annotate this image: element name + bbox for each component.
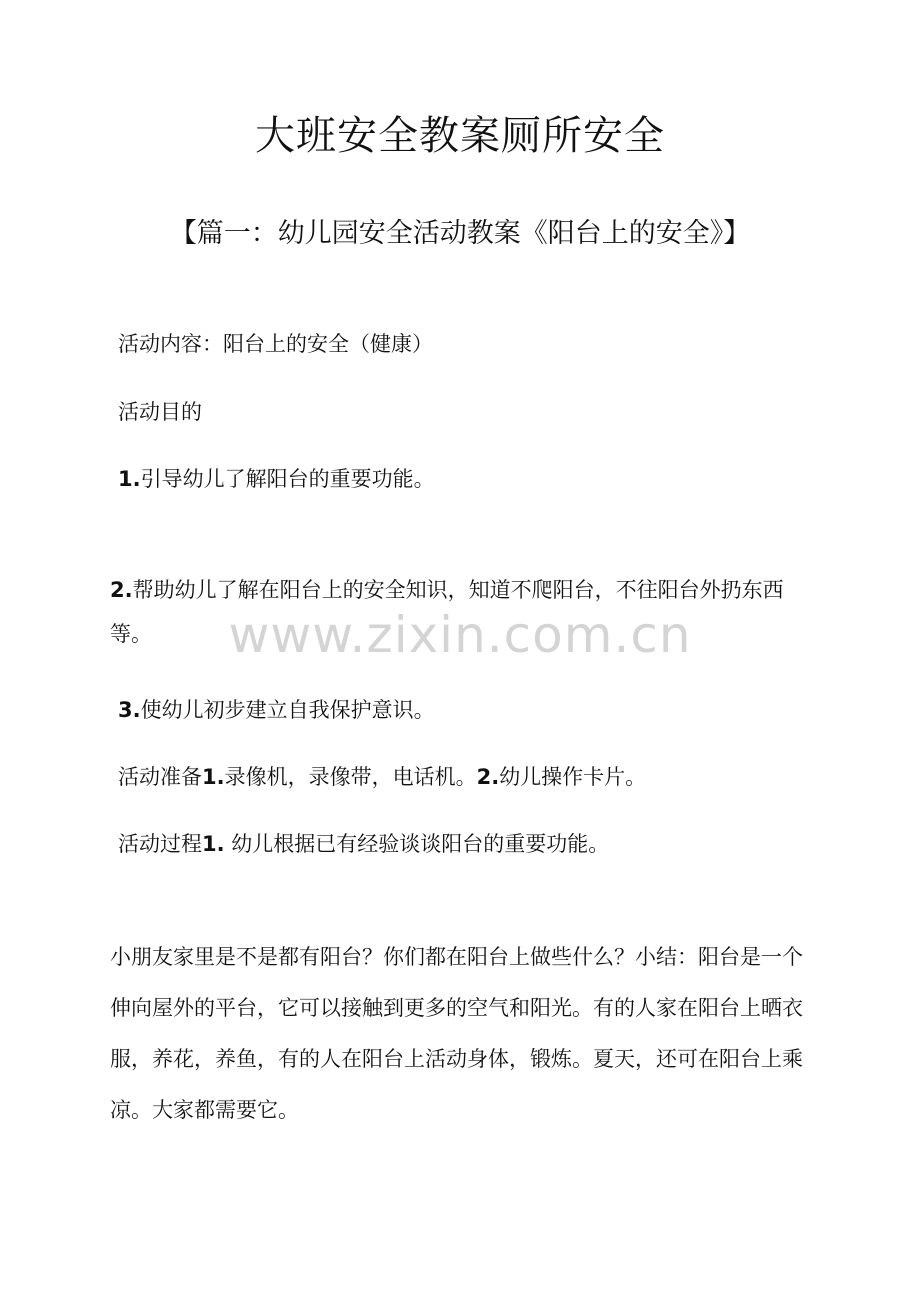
goal-item-1: [118, 463, 435, 495]
goal-2-text: 帮助幼儿了解在阳台上的安全知识，知道不爬阳台，不往阳台外扔东西等。: [110, 578, 784, 646]
activity-preparation-line: [118, 761, 646, 793]
goal-3-text: 使幼儿初步建立自我保护意识。: [140, 698, 435, 722]
document-title: 大班安全教案厕所安全: [255, 113, 665, 159]
goal-1-number: 1.: [118, 467, 141, 491]
preparation-label: 活动准备: [118, 765, 202, 789]
prep-1-number: 1.: [202, 765, 225, 789]
activity-content-line: 活动内容：阳台上的安全（健康）: [118, 332, 433, 356]
activity-goal-heading: 活动目的: [118, 400, 202, 424]
goal-2-number: 2.: [110, 578, 133, 602]
prep-1-text: 录像机，录像带，电话机。: [224, 765, 477, 789]
watermark: www.zixin.com.cn: [228, 606, 692, 664]
goal-item-3: [118, 694, 435, 726]
process-1-number: 1.: [202, 832, 225, 856]
goal-3-number: 3.: [118, 698, 141, 722]
summary-paragraph: 小朋友家里是不是都有阳台？你们都在阳台上做些什么？小结：阳台是一个伸向屋外的平台，它可以接触到更多的空气和阳光。有的人家在阳台上晒衣服，养花，养鱼，有的人在阳台上活动身体，锻炼。夏天，还可在阳台上乘凉。大家都需要它。: [110, 945, 803, 1122]
prep-2-text: 幼儿操作卡片。: [499, 765, 647, 789]
prep-2-number: 2.: [476, 765, 500, 789]
process-label: 活动过程: [118, 832, 202, 856]
document-subtitle: 【篇一：幼儿园安全活动教案《阳台上的安全》】: [169, 218, 751, 249]
goal-1-text: 引导幼儿了解阳台的重要功能。: [140, 467, 435, 491]
activity-process-line: [118, 828, 609, 860]
process-1-text: 幼儿根据已有经验谈谈阳台的重要功能。: [224, 832, 610, 856]
